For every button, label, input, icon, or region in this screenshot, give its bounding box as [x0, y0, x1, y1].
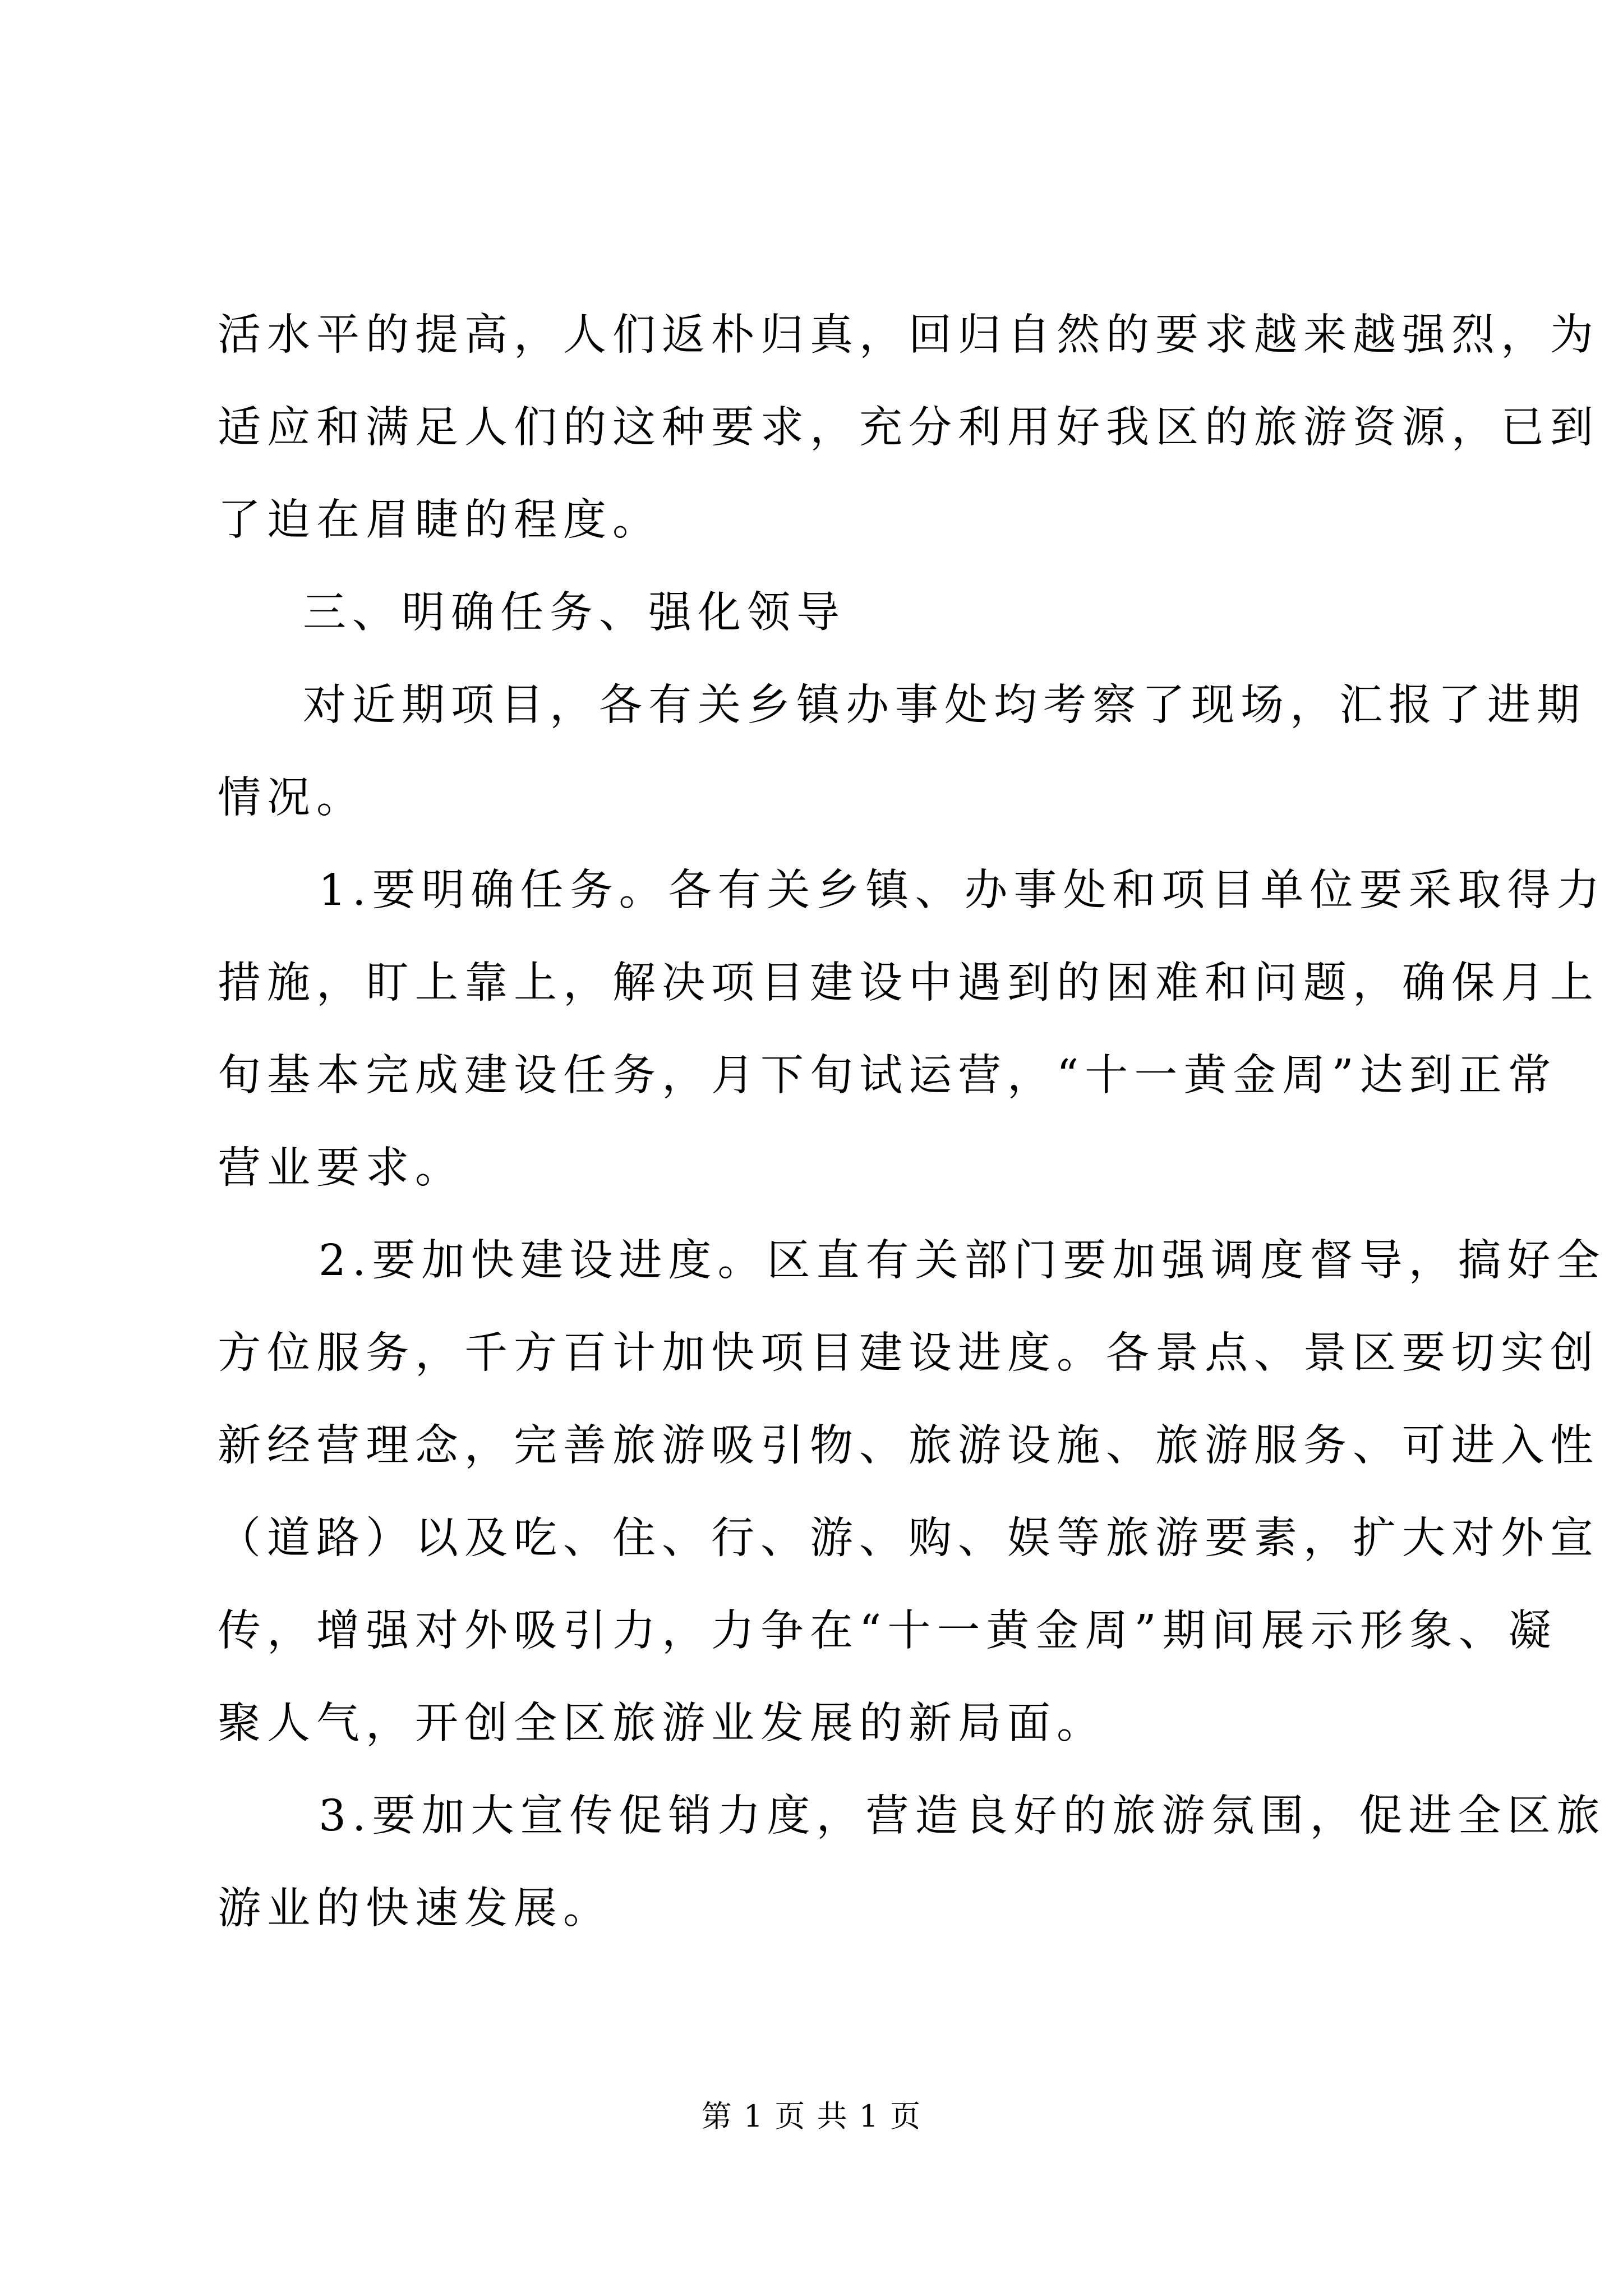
paragraph-line: 旬基本完成建设任务，月下旬试运营，“十一黄金周”达到正常 [218, 1051, 1557, 1101]
document-body [218, 289, 1606, 1955]
paragraph-line: 聚人气，开创全区旅游业发展的新局面。 [218, 1699, 1106, 1749]
paragraph-line: 营业要求。 [218, 1143, 464, 1193]
paragraph-line: 传，增强对外吸引力，力争在“十一黄金周”期间展示形象、凝 [218, 1606, 1557, 1656]
paragraph-line: 适应和满足人们的这种要求，充分利用好我区的旅游资源，已到 [218, 403, 1599, 453]
paragraph-line: 情况。 [218, 773, 366, 823]
paragraph-line: 方位服务，千方百计加快项目建设进度。各景点、景区要切实创 [218, 1328, 1599, 1378]
paragraph: 对近期项目，各有关乡镇办事处均考察了现场，汇报了进期 [303, 680, 1586, 730]
list-item-1: 1.要明确任务。各有关乡镇、办事处和项目单位要采取得力 [319, 866, 1606, 915]
paragraph-line: 了迫在眉睫的程度。 [218, 495, 662, 545]
page-number-label: 第 1 页 共 1 页 [701, 2099, 922, 2134]
paragraph-line: （道路）以及吃、住、行、游、购、娱等旅游要素，扩大对外宣 [218, 1513, 1599, 1563]
paragraph: 活水平的提高，人们返朴归真，回归自然的要求越来越强烈，为 [218, 310, 1599, 360]
list-item-2: 2.要加快建设进度。区直有关部门要加强调度督导，搞好全 [319, 1236, 1606, 1286]
page-footer [0, 2097, 1623, 2136]
paragraph-line: 游业的快速发展。 [218, 1884, 612, 1934]
list-item-3: 3.要加大宣传促销力度，营造良好的旅游氛围，促进全区旅 [319, 1791, 1606, 1841]
paragraph-line: 措施，盯上靠上，解决项目建设中遇到的困难和问题，确保月上 [218, 958, 1599, 1008]
paragraph-line: 新经营理念，完善旅游吸引物、旅游设施、旅游服务、可进入性 [218, 1421, 1599, 1471]
section-heading: 三、明确任务、强化领导 [303, 588, 846, 638]
